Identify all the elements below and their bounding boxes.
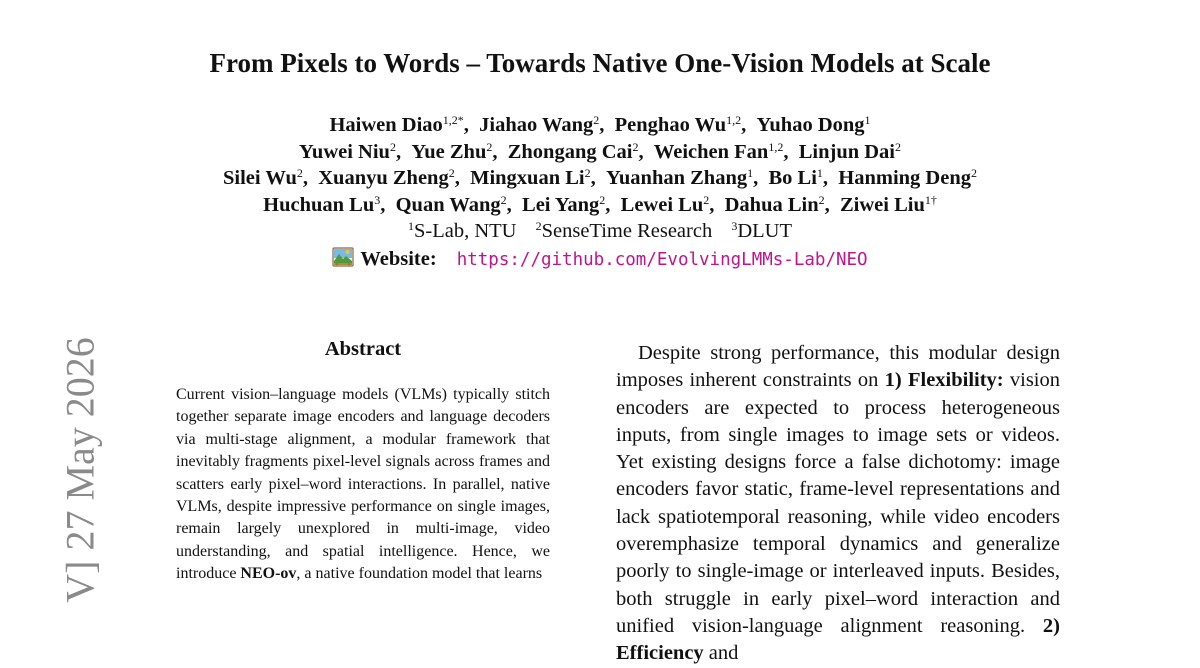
author-name: , Ziwei Liu$^{1\dagger}$ <box>825 194 937 216</box>
author-name: , Yue Zhu$^2$ <box>396 141 492 163</box>
intro-flexibility: 1) Flexibility: <box>884 369 1004 392</box>
affiliation-1: $^1$S-Lab, NTU <box>407 219 517 242</box>
author-name: , Yuanhan Zhang$^1$ <box>591 167 754 189</box>
author-name: Yuwei Niu$^2$ <box>299 139 396 163</box>
author-name: , Linjun Dai$^2$ <box>783 141 901 163</box>
abstract-heading: Abstract <box>324 338 402 360</box>
affiliation-2: $^2$SenseTime Research <box>535 219 713 242</box>
author-line <box>0 112 1200 139</box>
author-name: , Quan Wang$^2$ <box>380 194 506 216</box>
paper-title: From Pixels to Words – Towards Native One-Vision Models at Scale <box>209 48 991 78</box>
intro-text-2: vision encoders are expected to process heterogeneous inputs, from single images to image sets or videos. Yet existing designs force a false dichotomy: image encoders favor static, frame-level representations and lack spatiotemporal reasoning, while video encoders overemphasize temporal dynamics and generalize poorly to single-image or interleaved inputs. Besides, both struggle in early pixel–word interaction and unified vision-language alignment reasoning. <box>616 369 1061 637</box>
website-link[interactable]: https://github.com/EvolvingLMMs-Lab/NEO <box>456 250 868 270</box>
website-line <box>0 244 1200 276</box>
abstract-text-end: , a native foundation model that learns <box>296 565 543 583</box>
author-name: Haiwen Diao$^{1,2*}$ <box>329 113 464 136</box>
introduction-paragraph <box>616 340 1060 668</box>
author-name: , Weichen Fan$^{1,2}$ <box>639 141 784 163</box>
affiliations <box>0 218 1200 244</box>
author-name: , Dahua Lin$^2$ <box>709 194 824 216</box>
author-line <box>0 192 1200 219</box>
author-name: , Lei Yang$^2$ <box>507 194 606 216</box>
author-name: , Jiahao Wang$^2$ <box>464 114 600 136</box>
author-name: , Penghao Wu$^{1,2}$ <box>599 114 741 136</box>
abstract-text: Current vision–language models (VLMs) typically stitch together separate image encoders and language decoders via multi-stage alignment, a modular framework that inevitably fragments pixel-level signals across frames and scatters early pixel–word interactions. In parallel, native VLMs, despite impressive performance on single images, remain largely unexplored in multi-image, video understanding, and spatial intelligence. Hence, we introduce <box>176 386 550 583</box>
intro-text-3: and <box>703 642 739 665</box>
author-name: , Yuhao Dong$^1$ <box>741 114 870 136</box>
author-lines <box>0 112 1200 218</box>
author-name: , Zhongang Cai$^2$ <box>492 141 638 163</box>
author-block <box>0 112 1200 276</box>
author-name: Huchuan Lu$^3$ <box>263 192 381 216</box>
abstract-body <box>176 384 550 586</box>
arxiv-stamp: V] 27 May 2026 <box>57 337 103 603</box>
abstract-model-name: NEO-ov <box>240 565 297 583</box>
author-name: , Lewei Lu$^2$ <box>605 194 709 216</box>
website-label: Website: <box>360 248 437 270</box>
author-name: , Mingxuan Li$^2$ <box>455 167 591 189</box>
author-line <box>0 139 1200 166</box>
author-name: , Xuanyu Zheng$^2$ <box>303 167 455 189</box>
image-icon <box>332 246 354 276</box>
intro-text-1: Despite strong performance, this modular design imposes inherent constraints on <box>616 342 1060 392</box>
author-name: , Bo Li$^1$ <box>753 167 823 189</box>
author-name: , Hanming Deng$^2$ <box>823 167 977 189</box>
author-line <box>0 165 1200 192</box>
author-name: Silei Wu$^2$ <box>223 166 303 189</box>
intro-efficiency: 2) Efficiency <box>616 614 1060 665</box>
affiliation-3: $^3$DLUT <box>731 219 792 242</box>
